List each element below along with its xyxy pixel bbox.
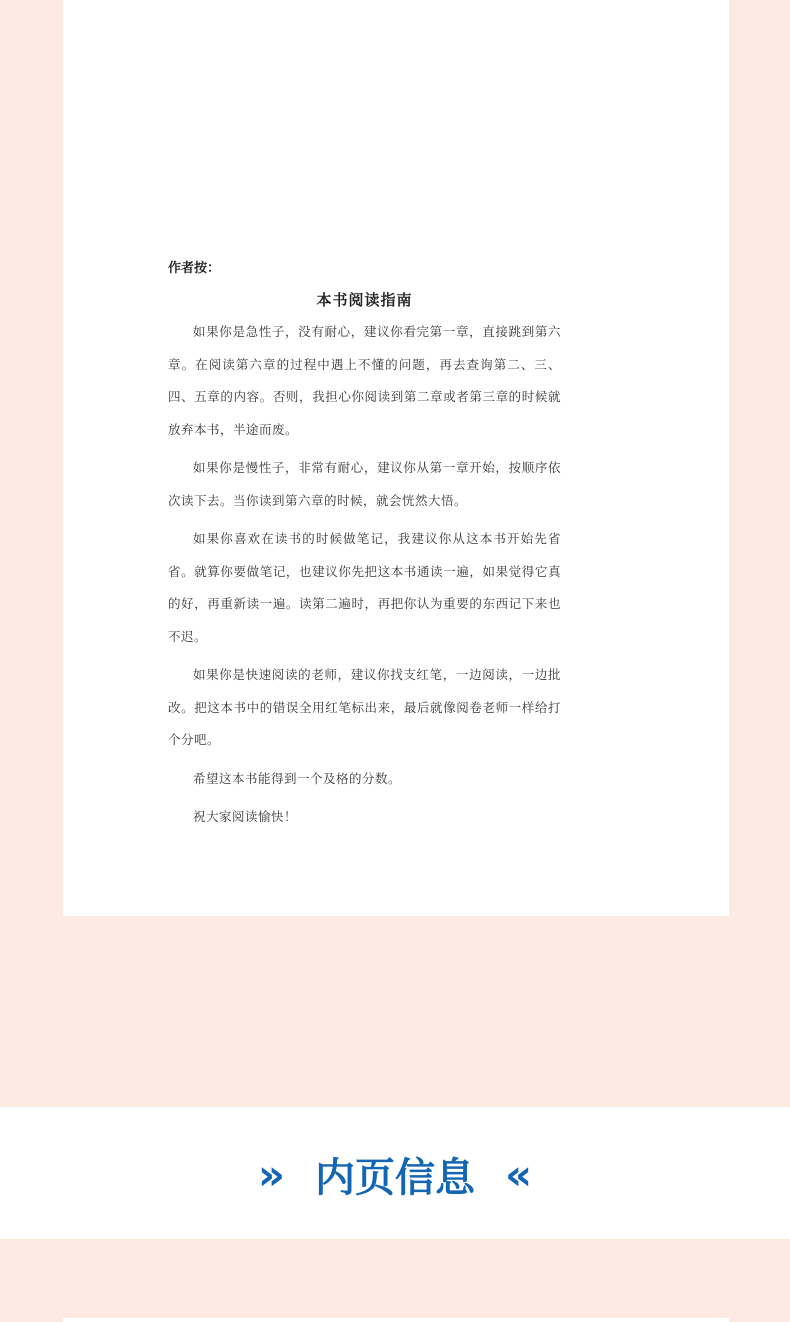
next-page-card-edge xyxy=(63,1318,729,1322)
guide-paragraph: 如果你是慢性子，非常有耐心，建议你从第一章开始，按顺序依次读下去。当你读到第六章的时候，就会恍然大悟。 xyxy=(168,460,561,508)
guide-paragraph: 祝大家阅读愉快！ xyxy=(193,809,298,824)
guide-paragraph: 希望这本书能得到一个及格的分数。 xyxy=(193,770,402,786)
section-heading xyxy=(0,1146,790,1202)
section-title: 内页信息 xyxy=(315,1154,475,1201)
guide-title: 本书阅读指南 xyxy=(316,291,413,309)
author-note-label: 作者按： xyxy=(168,261,221,276)
guide-paragraph: 如果你是快速阅读的老师，建议你找支红笔，一边阅读，一边批改。把这本书中的错误全用红笔标出来，最后就像阅卷老师一样给打个分吧。 xyxy=(168,667,561,747)
double-chevron-left-icon: « xyxy=(505,1149,533,1199)
guide-paragraph: 如果你喜欢在读书的时候做笔记，我建议你从这本书开始先省省。就算你要做笔记，也建议你先把这本书通读一遍，如果觉得它真的好，再重新读一遍。读第二遍时，再把你认为重要的东西记下来也不迟。 xyxy=(168,531,561,644)
guide-body xyxy=(168,316,561,840)
guide-paragraph: 如果你是急性子，没有耐心，建议你看完第一章，直接跳到第六章。在阅读第六章的过程中遇上不懂的问题，再去查询第二、三、四、五章的内容。否则，我担心你阅读到第二章或者第三章的时候就放弃本书，半途而废。 xyxy=(168,324,561,437)
double-chevron-right-icon: » xyxy=(257,1149,285,1199)
